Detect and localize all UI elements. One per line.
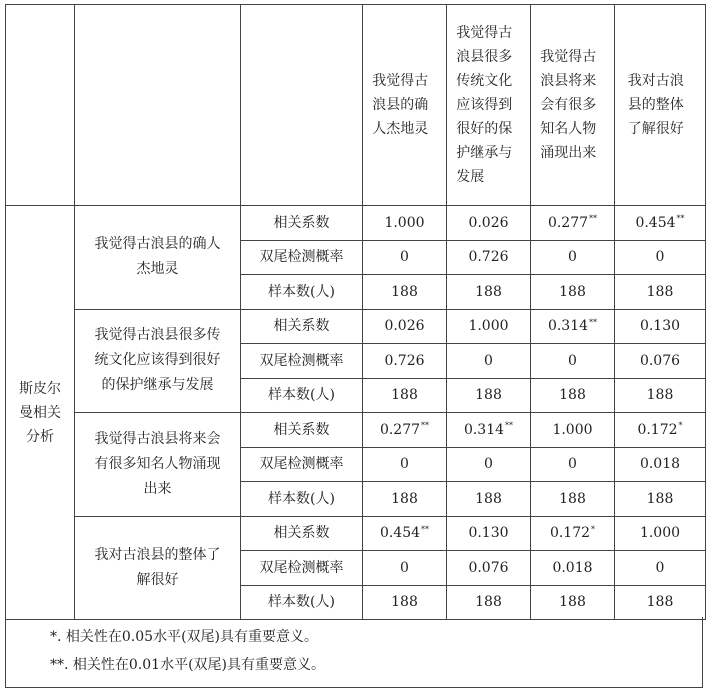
value-cell bbox=[363, 309, 447, 344]
footnote-significance-001: **. 相关性在0.01水平(双尾)具有重要意义。 bbox=[50, 657, 325, 673]
statistic-label: 样本数(人) bbox=[241, 482, 363, 517]
value-cell bbox=[447, 516, 531, 551]
cell-value: 0.018 bbox=[639, 456, 681, 473]
cell-value: 188 bbox=[475, 490, 502, 507]
cell-value: 0.726 bbox=[384, 352, 425, 369]
value-cell bbox=[531, 516, 615, 551]
significance-mark: ** bbox=[505, 421, 514, 431]
statistic-label: 相关系数 bbox=[241, 309, 363, 344]
value-cell bbox=[447, 585, 531, 620]
row-variable-label: 我觉得古浪县的确人杰地灵 bbox=[94, 236, 221, 278]
cell-value: 0.026 bbox=[384, 318, 425, 335]
row-variable-cell bbox=[75, 309, 241, 413]
value-cell bbox=[363, 551, 447, 586]
cell-value: 0 bbox=[655, 249, 665, 266]
cell-value: 0.726 bbox=[468, 249, 509, 266]
cell-value: 188 bbox=[475, 387, 502, 404]
cell-value: 1.000 bbox=[468, 318, 509, 335]
row-variable-label: 我对古浪县的整体了解很好 bbox=[94, 546, 221, 588]
cell-value: 188 bbox=[391, 594, 418, 611]
value-cell bbox=[363, 344, 447, 379]
cell-value: 1.000 bbox=[552, 421, 593, 438]
cell-value: 1.000 bbox=[639, 525, 681, 542]
statistic-label: 双尾检测概率 bbox=[241, 551, 363, 586]
value-cell bbox=[615, 378, 706, 413]
table-footnotes bbox=[5, 617, 703, 688]
value-cell bbox=[531, 585, 615, 620]
cell-value: 188 bbox=[391, 387, 418, 404]
cell-value: 188 bbox=[475, 283, 502, 300]
value-cell bbox=[363, 206, 447, 241]
value-cell bbox=[363, 447, 447, 482]
statistic-label: 双尾检测概率 bbox=[241, 240, 363, 275]
cell-value: 188 bbox=[559, 594, 586, 611]
cell-value: 0.026 bbox=[468, 214, 509, 231]
cell-value: 0.314 bbox=[463, 421, 505, 438]
significance-mark: ** bbox=[421, 421, 430, 431]
cell-value: 0 bbox=[400, 456, 409, 473]
significance-mark: * bbox=[591, 524, 596, 534]
significance-mark: * bbox=[678, 421, 683, 431]
statistic-label: 双尾检测概率 bbox=[241, 344, 363, 379]
value-cell bbox=[447, 413, 531, 448]
table-row bbox=[6, 516, 706, 551]
cell-value: 0 bbox=[568, 249, 577, 266]
value-cell bbox=[363, 585, 447, 620]
value-cell bbox=[531, 206, 615, 241]
row-variable-label: 我觉得古浪县将来会有很多知名人物涌现出来 bbox=[94, 430, 221, 497]
row-variable-cell bbox=[75, 516, 241, 620]
statistic-label: 样本数(人) bbox=[241, 275, 363, 310]
column-header-label: 我觉得古浪县的确人杰地灵 bbox=[372, 73, 429, 137]
cell-value: 188 bbox=[559, 387, 586, 404]
value-cell bbox=[447, 482, 531, 517]
value-cell bbox=[531, 344, 615, 379]
value-cell bbox=[615, 482, 706, 517]
group-label-cell bbox=[6, 206, 75, 620]
column-header bbox=[447, 5, 531, 206]
value-cell bbox=[615, 447, 706, 482]
statistic-label: 相关系数 bbox=[241, 413, 363, 448]
row-variable-cell bbox=[75, 413, 241, 517]
value-cell bbox=[531, 378, 615, 413]
value-cell bbox=[531, 447, 615, 482]
group-label: 斯皮尔曼相关分析 bbox=[19, 380, 61, 445]
statistic-label: 双尾检测概率 bbox=[241, 447, 363, 482]
value-cell bbox=[531, 240, 615, 275]
cell-value: 188 bbox=[475, 594, 502, 611]
column-header-label: 我对古浪县的整体了解很好 bbox=[627, 73, 684, 137]
header-blank-cell bbox=[6, 5, 75, 206]
table-row bbox=[6, 206, 706, 241]
cell-value: 188 bbox=[646, 594, 674, 611]
value-cell bbox=[447, 275, 531, 310]
cell-value: 0 bbox=[484, 352, 493, 369]
cell-value: 0.130 bbox=[468, 525, 509, 542]
statistic-label: 样本数(人) bbox=[241, 378, 363, 413]
value-cell bbox=[531, 551, 615, 586]
value-cell bbox=[363, 240, 447, 275]
cell-value: 188 bbox=[646, 387, 674, 404]
value-cell bbox=[531, 413, 615, 448]
statistic-label: 相关系数 bbox=[241, 206, 363, 241]
value-cell bbox=[531, 309, 615, 344]
value-cell bbox=[363, 482, 447, 517]
value-cell bbox=[363, 516, 447, 551]
significance-mark: ** bbox=[589, 214, 598, 224]
cell-value: 0 bbox=[568, 352, 577, 369]
value-cell bbox=[615, 275, 706, 310]
value-cell bbox=[363, 275, 447, 310]
column-header-label: 我觉得古浪县将来会有很多知名人物涌现出来 bbox=[540, 49, 597, 161]
value-cell bbox=[363, 413, 447, 448]
cell-value: 0.277 bbox=[379, 421, 421, 438]
column-header bbox=[615, 5, 706, 206]
cell-value: 0.454 bbox=[379, 525, 421, 542]
footnote-significance-005: *. 相关性在0.05水平(双尾)具有重要意义。 bbox=[50, 629, 318, 645]
value-cell bbox=[447, 206, 531, 241]
header-blank-cell bbox=[241, 5, 363, 206]
value-cell bbox=[447, 551, 531, 586]
value-cell bbox=[615, 413, 706, 448]
column-header-label: 我觉得古浪县很多传统文化应该得到很好的保护继承与发展 bbox=[456, 25, 513, 185]
column-header bbox=[531, 5, 615, 206]
value-cell bbox=[531, 482, 615, 517]
table-row bbox=[6, 413, 706, 448]
value-cell bbox=[615, 206, 706, 241]
cell-value: 0.454 bbox=[635, 214, 676, 231]
significance-mark: ** bbox=[676, 214, 685, 224]
statistic-label: 样本数(人) bbox=[241, 585, 363, 620]
cell-value: 188 bbox=[559, 490, 586, 507]
value-cell bbox=[615, 585, 706, 620]
cell-value: 0 bbox=[484, 456, 493, 473]
statistic-label: 相关系数 bbox=[241, 516, 363, 551]
value-cell bbox=[615, 344, 706, 379]
significance-mark: ** bbox=[421, 524, 430, 534]
cell-value: 0.172 bbox=[549, 525, 591, 542]
value-cell bbox=[615, 309, 706, 344]
row-variable-label: 我觉得古浪县很多传统文化应该得到很好的保护继承与发展 bbox=[94, 327, 221, 394]
cell-value: 0.130 bbox=[639, 318, 681, 335]
row-variable-cell bbox=[75, 206, 241, 310]
cell-value: 188 bbox=[646, 490, 674, 507]
cell-value: 0.076 bbox=[468, 559, 509, 576]
correlation-table bbox=[5, 4, 706, 620]
value-cell bbox=[447, 378, 531, 413]
value-cell bbox=[447, 447, 531, 482]
cell-value: 188 bbox=[391, 490, 418, 507]
value-cell bbox=[447, 240, 531, 275]
value-cell bbox=[447, 344, 531, 379]
cell-value: 188 bbox=[646, 283, 674, 300]
cell-value: 0.172 bbox=[637, 421, 678, 438]
cell-value: 0 bbox=[400, 249, 409, 266]
header-blank-cell bbox=[75, 5, 241, 206]
table-row bbox=[6, 309, 706, 344]
significance-mark: ** bbox=[589, 317, 598, 327]
cell-value: 0.018 bbox=[552, 559, 593, 576]
value-cell bbox=[531, 275, 615, 310]
value-cell bbox=[363, 378, 447, 413]
value-cell bbox=[447, 309, 531, 344]
cell-value: 0 bbox=[568, 456, 577, 473]
cell-value: 188 bbox=[559, 283, 586, 300]
cell-value: 0 bbox=[400, 559, 409, 576]
cell-value: 0.277 bbox=[547, 214, 589, 231]
cell-value: 0 bbox=[655, 559, 665, 576]
header-row bbox=[6, 5, 706, 206]
cell-value: 0.076 bbox=[639, 352, 681, 369]
value-cell bbox=[615, 516, 706, 551]
column-header bbox=[363, 5, 447, 206]
cell-value: 1.000 bbox=[384, 214, 425, 231]
value-cell bbox=[615, 551, 706, 586]
cell-value: 188 bbox=[391, 283, 418, 300]
value-cell bbox=[615, 240, 706, 275]
cell-value: 0.314 bbox=[547, 318, 589, 335]
